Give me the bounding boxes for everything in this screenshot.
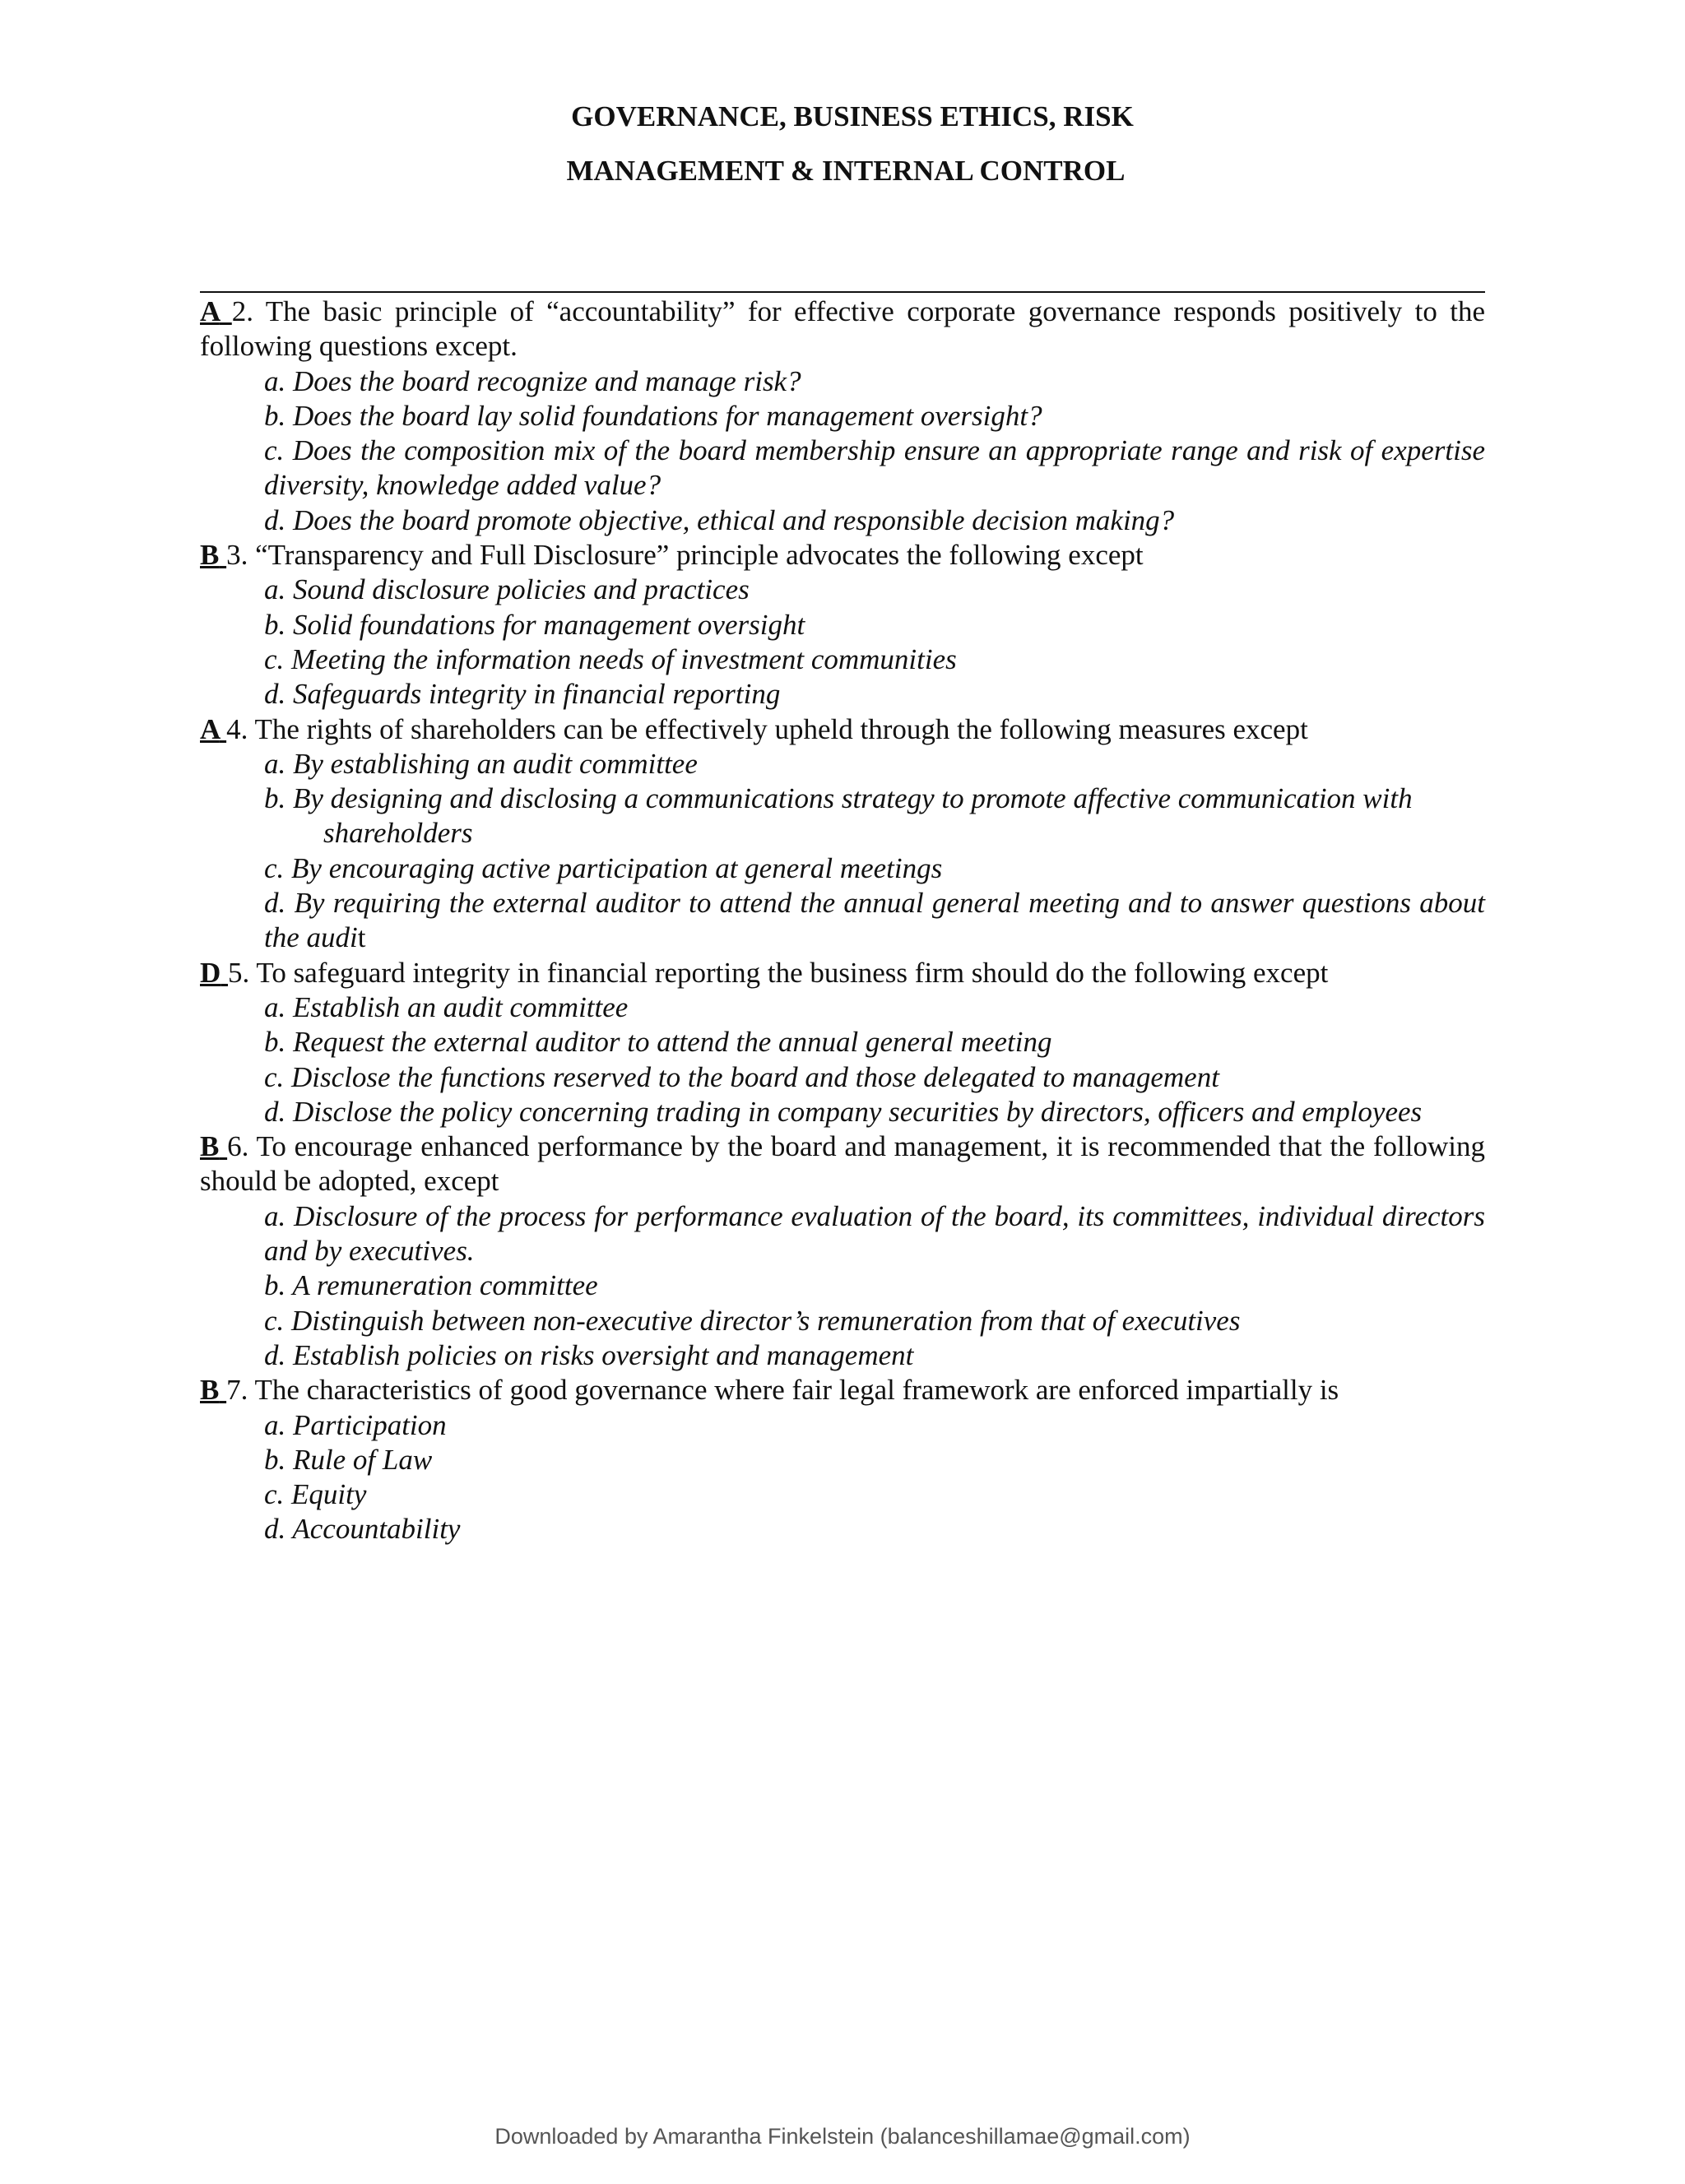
option-a: a. Sound disclosure policies and practices [264, 573, 750, 606]
question-block [200, 712, 1485, 956]
question-text: “Transparency and Full Disclosure” principle advocates the following except [255, 539, 1144, 572]
question-block [200, 1373, 1485, 1546]
question-number: 7. [226, 1374, 248, 1407]
question-stem [200, 1373, 1485, 1407]
question-text: The rights of shareholders can be effectively upheld through the following measures except [254, 712, 1308, 745]
answer-key: B [200, 1130, 220, 1163]
answer-key: B [200, 539, 220, 572]
option-a: a. Participation [264, 1408, 447, 1441]
option-d-tail: t [357, 921, 366, 954]
option-c: c. Equity [264, 1478, 367, 1511]
option-d [200, 886, 1485, 956]
question-number: 4. [226, 712, 248, 745]
option-list [200, 573, 1485, 712]
option-c: c. By encouraging active participation at general meetings [264, 851, 943, 884]
answer-key: A [200, 712, 220, 745]
question-stem [200, 956, 1485, 990]
option-list [200, 364, 1485, 538]
question-text: To encourage enhanced performance by the board and management, it is recommended that the following should be adopted, except [200, 1130, 1486, 1198]
option-b: b. Solid foundations for management oversight [264, 608, 805, 641]
question-list [200, 294, 1485, 1547]
question-text: The basic principle of “accountability” for effective corporate governance responds positively to the following questions except. [200, 295, 1486, 363]
option-a: a. Disclosure of the process for performance evaluation of the board, its committees, individual directors and by executives. [264, 1199, 1485, 1268]
option-d: d. Does the board promote objective, ethical and responsible decision making? [264, 503, 1175, 536]
option-d: d. Accountability [264, 1513, 461, 1546]
answer-key: A [200, 295, 220, 327]
answer-key: B [200, 1374, 220, 1407]
question-number: 5. [228, 956, 250, 989]
question-stem [200, 538, 1485, 573]
option-c: c. Distinguish between non-executive director’s remuneration from that of executives [264, 1304, 1241, 1337]
question-text: To safeguard integrity in financial reporting the business firm should do the following except [256, 956, 1329, 989]
download-footer: Downloaded by Amarantha Finkelstein (balanceshillamae@gmail.com) [494, 2124, 1191, 2149]
option-a: a. By establishing an audit committee [264, 747, 698, 780]
option-c: c. Meeting the information needs of investment communities [264, 642, 957, 675]
option-b: b. By designing and disclosing a communications strategy to promote affective communication with [264, 782, 1413, 815]
question-stem [200, 294, 1485, 364]
answer-key: D [200, 956, 221, 989]
option-b-continuation [200, 816, 1485, 851]
question-block [200, 1129, 1485, 1373]
question-block [200, 294, 1485, 538]
question-text: The characteristics of good governance where fair legal framework are enforced impartially is [254, 1374, 1339, 1407]
question-number: 6. [227, 1130, 249, 1163]
question-number: 2. [231, 295, 253, 327]
question-block [200, 956, 1485, 1129]
option-a: a. Does the board recognize and manage risk? [264, 364, 801, 397]
option-d: d. Establish policies on risks oversight and management [264, 1338, 914, 1371]
document-title-line-1: GOVERNANCE, BUSINESS ETHICS, RISK [571, 100, 1134, 132]
option-d: d. Safeguards integrity in financial reporting [264, 678, 781, 711]
option-b: b. Does the board lay solid foundations for management oversight? [264, 399, 1042, 432]
option-c: c. Does the composition mix of the board membership ensure an appropriate range and risk of expertise diversity, knowledge added value? [264, 434, 1485, 502]
document-title-line-2: MANAGEMENT & INTERNAL CONTROL [566, 155, 1126, 187]
header-divider [200, 291, 1485, 293]
option-b: b. A remuneration committee [264, 1269, 598, 1302]
question-block [200, 538, 1485, 712]
option-b-continuation-text: shareholders [323, 817, 473, 850]
option-b: b. Rule of Law [264, 1443, 433, 1476]
option-d: d. Disclose the policy concerning trading in company securities by directors, officers and employees [264, 1095, 1423, 1128]
option-c: c. Disclose the functions reserved to the board and those delegated to management [264, 1060, 1219, 1093]
question-stem [200, 1129, 1485, 1199]
option-list [200, 1199, 1485, 1373]
question-number: 3. [226, 539, 248, 572]
option-a: a. Establish an audit committee [264, 990, 629, 1023]
option-b: b. Request the external auditor to attend the annual general meeting [264, 1026, 1052, 1059]
option-list [200, 1408, 1485, 1547]
option-d-text: d. By requiring the external auditor to attend the annual general meeting and to answer questions about the audi [264, 887, 1485, 954]
question-stem [200, 712, 1485, 747]
option-list [200, 990, 1485, 1129]
option-list [200, 747, 1485, 956]
